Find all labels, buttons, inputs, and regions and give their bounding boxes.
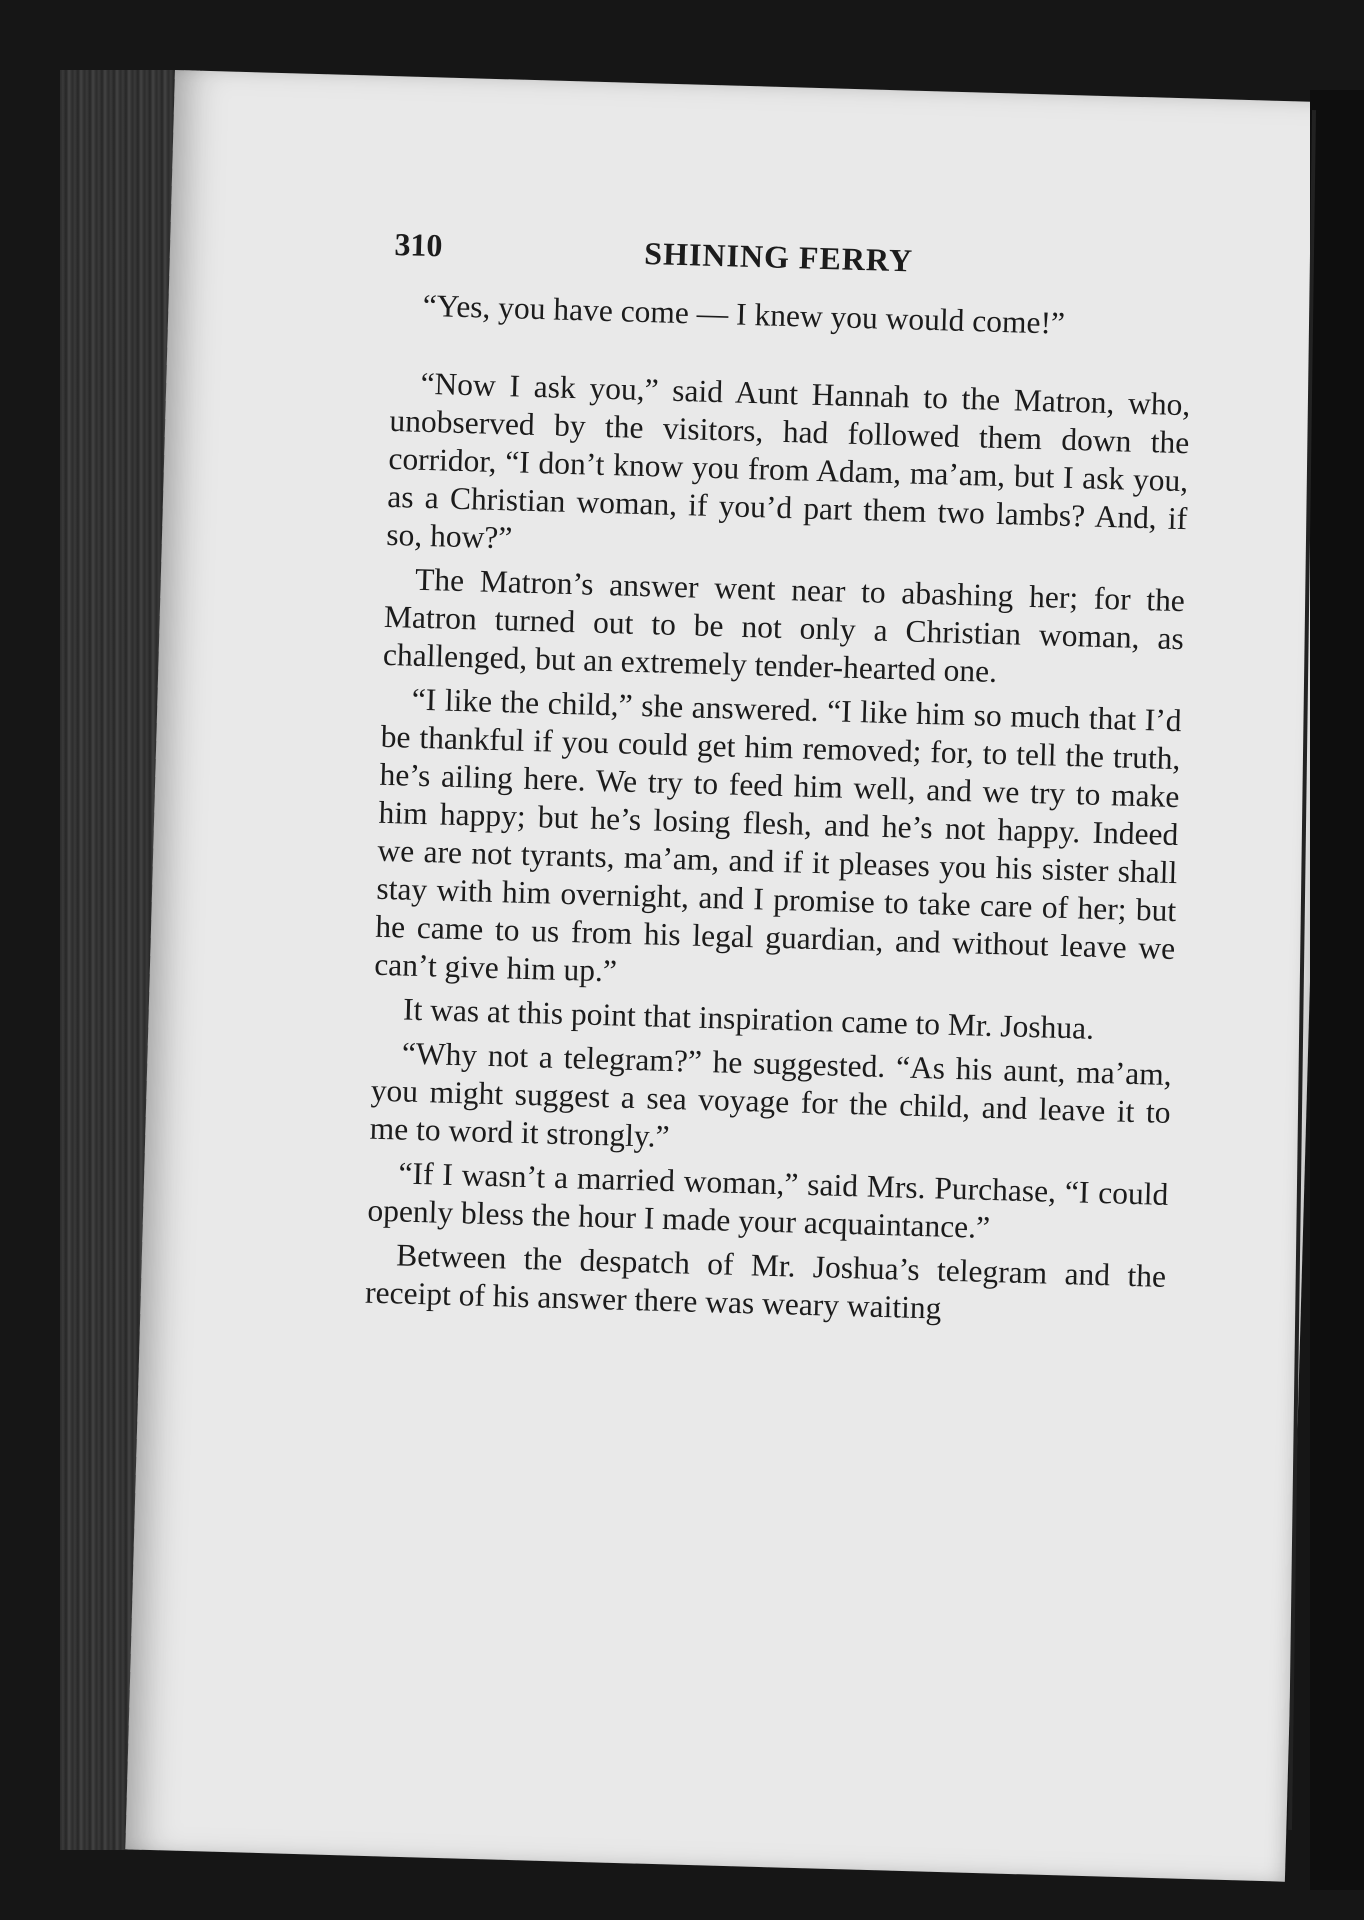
facing-page-edge: [1310, 90, 1364, 1890]
paragraph-4: “I like the child,” she answered. “I like him so much that I’d be thankful if you could get him removed; for, to tell the truth, he’s ailing here. We try to feed him well, and we try to make him happy; but he’s losing flesh, and he’s not happy. Indeed we are not tyrants, ma’am, and if it pleases you his sister shall stay with him overnight, and I promise to take care of her; but he came to us from his legal guardian, and without leave we can’t give him up.”: [373, 681, 1182, 989]
running-title: SHINING FERRY: [643, 234, 914, 279]
page-number: 310: [393, 226, 443, 264]
paragraph-6: “Why not a telegram?” he suggested. “As his aunt, ma’am, you might suggest a sea voyage for the child, and leave it to me to word it strongly.”: [369, 1035, 1173, 1155]
paragraph-8: Between the despatch of Mr. Joshua’s telegram and the receipt of his answer there was weary waiting: [364, 1237, 1167, 1326]
paragraph-5: It was at this point that inspiration came to Mr. Joshua.: [402, 991, 1095, 1046]
paragraph-1: “Yes, you have come — I knew you would come!”: [422, 287, 1066, 341]
page-text-block: [365, 226, 1195, 1334]
paragraph-3: The Matron’s answer went near to abashing her; for the Matron turned out to be not only a Christian woman, as challenged, but an extremely tender-hearted one.: [382, 561, 1186, 689]
paragraph-2: “Now I ask you,” said Aunt Hannah to the Matron, who, unobserved by the visitors, had followed them down the corridor, “I don’t know you from Adam, ma’am, but I ask you, as a Christian woman, if you’d part them two lambs? And, if so, how?”: [385, 365, 1191, 556]
paragraph-7: “If I wasn’t a married woman,” said Mrs. Purchase, “I could openly bless the hour I made your acquaintance.”: [367, 1155, 1169, 1245]
